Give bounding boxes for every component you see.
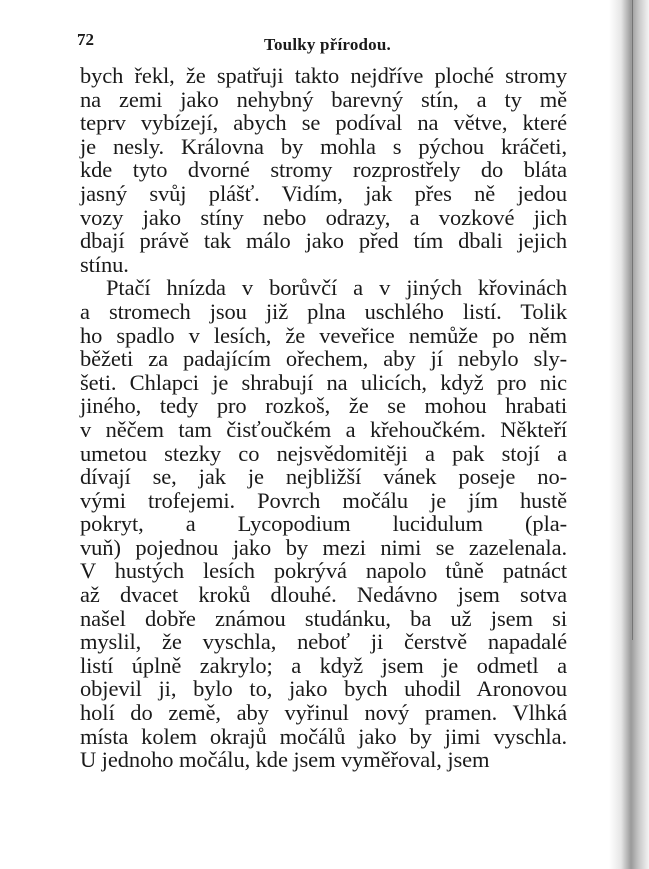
running-title: Toulky přírodou. <box>264 35 391 54</box>
text-line: vými trofejemi. Povrch močálu je jím hustě <box>80 487 567 513</box>
text-line: listí úplně zakrylo; a když jsem je odmetl a <box>80 652 567 678</box>
text-line: objevil ji, bylo to, jako bych uhodil Aronovou <box>80 676 567 702</box>
book-spine-shadow <box>609 0 649 869</box>
text-line: Ptačí hnízda v borůvčí a v jiných křovinách <box>106 275 567 301</box>
text-line: běžeti za padajícím ořechem, aby jí nebylo sly- <box>80 346 567 372</box>
text-line: jasný svůj plášť. Vidím, jak přes ně jedou <box>80 180 567 206</box>
text-line: U jednoho močálu, kde jsem vyměřoval, jsem <box>80 747 490 773</box>
text-line: stínu. <box>80 251 129 277</box>
text-line: bych řekl, že spatřuji takto nejdříve ploché stromy <box>80 63 567 88</box>
text-line: dívají se, jak je nejbližší vánek poseje no- <box>80 464 567 490</box>
text-line: teprv vybízejí, abych se podíval na větve, které <box>80 110 567 136</box>
text-line: šeti. Chlapci je shrabují na ulicích, když pro nic <box>80 369 567 395</box>
body-text <box>80 64 567 772</box>
text-line: vuň) pojednou jako by mezi nimi se zazelenala. <box>80 534 567 560</box>
text-line: myslil, že vyschla, neboť ji čerstvě napadalé <box>80 629 567 655</box>
page-header <box>77 30 567 56</box>
text-line: ho spadlo v lesích, že veveřice nemůže po něm <box>80 322 567 348</box>
text-line: umetou stezky co nejsvědomitěji a pak stojí a <box>80 440 567 466</box>
text-line: našel dobře známou studánku, ba už jsem si <box>80 605 567 631</box>
spine-edge-line <box>632 0 633 640</box>
text-line: až dvacet kroků dlouhé. Nedávno jsem sotva <box>80 582 567 608</box>
text-line: v něčem tam čisťoučkém a křehoučkém. Někteří <box>80 416 567 442</box>
text-line: pokryt, a Lycopodium lucidulum (pla- <box>80 511 567 537</box>
text-line: jiného, tedy pro rozkoš, že se mohou hrabati <box>80 393 567 419</box>
text-line: kde tyto dvorné stromy rozprostřely do bláta <box>80 157 567 183</box>
text-line: V hustých lesích pokrývá napolo tůně patnáct <box>80 558 567 584</box>
text-line: místa kolem okrajů močálů jako by jimi vyschla. <box>80 723 567 749</box>
text-line: na zemi jako nehybný barevný stín, a ty mě <box>80 86 567 112</box>
text-line: dbají právě tak málo jako před tím dbali jejich <box>80 228 567 254</box>
text-line: holí do země, aby vyřinul nový pramen. Vlhká <box>80 700 567 726</box>
text-line: je nesly. Královna by mohla s pýchou kráčeti, <box>80 133 567 159</box>
page-number: 72 <box>77 30 94 49</box>
text-line: vozy jako stíny nebo odrazy, a vozkové jich <box>80 204 567 230</box>
text-line: a stromech jsou již plna uschlého listí. Tolik <box>80 298 567 324</box>
